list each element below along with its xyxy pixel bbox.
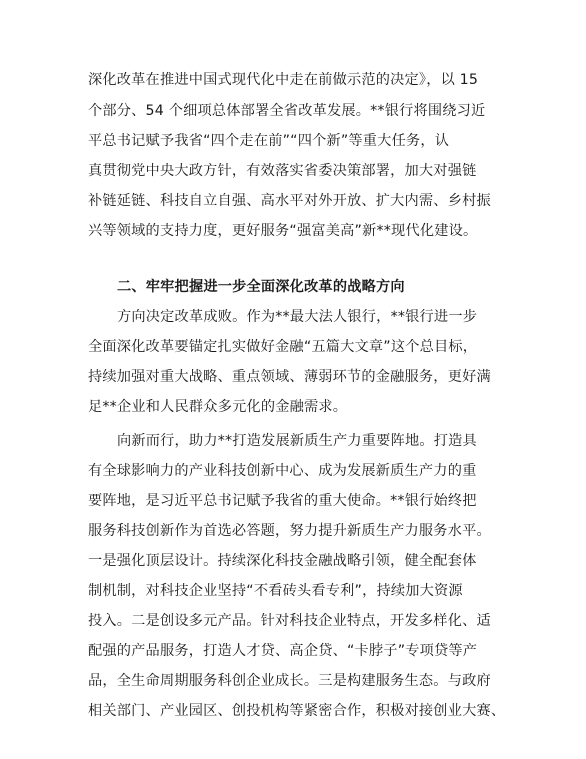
paragraph-line: 投入。二是创设多元产品。针对科技企业特点，开发多样化、适 bbox=[88, 613, 491, 629]
paragraph-line: 品，全生命周期服务科创企业成长。三是构建服务生态。与政府 bbox=[88, 673, 491, 689]
paragraph-line: 要阵地，是习近平总书记赋予我省的重大使命。**银行始终把 bbox=[88, 493, 477, 509]
paragraph-line: 兴等领域的支持力度，更好服务“强富美高”新**现代化建设。 bbox=[88, 223, 478, 239]
paragraph-line: 持续加强对重大战略、重点领域、薄弱环节的金融服务，更好满 bbox=[88, 369, 491, 385]
paragraph-line: 足**企业和人民群众多元化的金融需求。 bbox=[88, 399, 348, 415]
paragraph-line: 个部分、54 个细项总体部署全省改革发展。**银行将围绕习近 bbox=[88, 103, 486, 119]
paragraph-line: 向新而行，助力**打造发展新质生产力重要阵地。打造具 bbox=[117, 433, 477, 449]
paragraph-line: 平总书记赋予我省“四个走在前”“四个新”等重大任务，认 bbox=[88, 133, 450, 149]
paragraph-line: 相关部门、产业园区、创投机构等紧密合作，积极对接创业大赛、 bbox=[88, 703, 506, 719]
paragraph-line: 补链延链、科技自立自强、高水平对外开放、扩大内需、乡村振 bbox=[88, 193, 491, 209]
paragraph-line: 有全球影响力的产业科技创新中心、成为发展新质生产力的重 bbox=[88, 463, 477, 479]
paragraph-line: 一是强化顶层设计。持续深化科技金融战略引领，健全配套体 bbox=[88, 553, 477, 569]
section-heading: 二、牢牢把握进一步全面深化改革的战略方向 bbox=[117, 279, 405, 295]
paragraph-line: 全面深化改革要锚定扎实做好金融“五篇大文章”这个总目标， bbox=[88, 339, 478, 355]
paragraph-line: 制机制，对科技企业坚持“不看砖头看专利”，持续加大资源 bbox=[88, 583, 463, 599]
paragraph-line: 服务科技创新作为首选必答题，努力提升新质生产力服务水平。 bbox=[88, 523, 491, 539]
paragraph-line: 方向决定改革成败。作为**最大法人银行，**银行进一步 bbox=[117, 309, 478, 325]
paragraph-line: 真贯彻党中央大政方针，有效落实省委决策部署，加大对强链 bbox=[88, 163, 477, 179]
paragraph-line: 配强的产品服务，打造人才贷、高企贷、“卡脖子”专项贷等产 bbox=[88, 643, 478, 659]
paragraph-line: 深化改革在推进中国式现代化中走在前做示范的决定》，以 15 bbox=[88, 72, 479, 88]
